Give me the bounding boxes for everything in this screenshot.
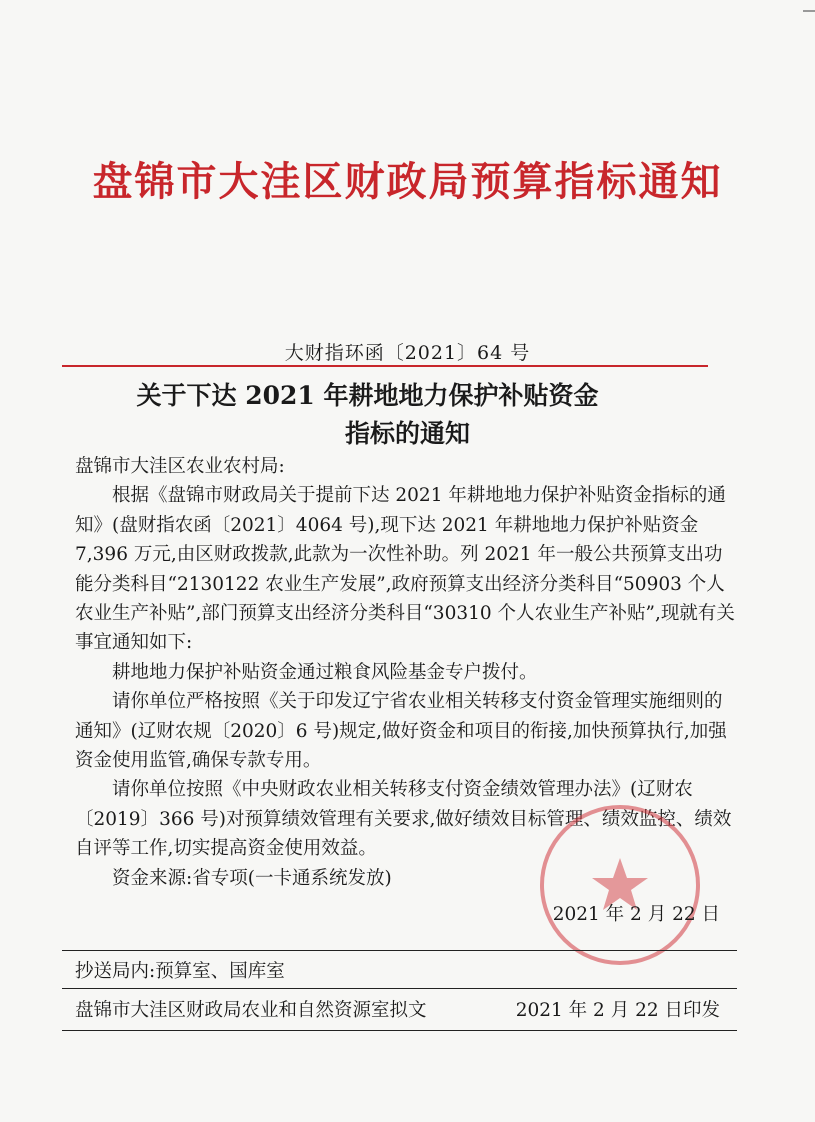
main-title-line-2: 指标的通知 (344, 419, 470, 448)
paragraph-3: 请你单位严格按照《关于印发辽宁省农业相关转移支付资金管理实施细则的通知》(辽财农规〔2020〕6 号)规定,做好资金和项目的衔接,加快预算执行,加强资金使用监管,确保专款专用。 (75, 691, 727, 772)
footer-rule-middle (62, 988, 737, 989)
footer-rule-bottom (62, 1030, 737, 1031)
footer-rule-top (62, 950, 737, 951)
red-header-title: 盘锦市大洼区财政局预算指标通知 (92, 158, 723, 205)
salutation: 盘锦市大洼区农业农村局: (75, 456, 285, 477)
paragraph-5: 资金来源:省专项(一卡通系统发放) (112, 867, 392, 889)
issue-date: 2021 年 2 月 22 日 (552, 904, 720, 925)
paragraph-2: 耕地地力保护补贴资金通过粮食风险基金专户拨付。 (112, 661, 538, 683)
paragraph-1: 根据《盘锦市财政局关于提前下达 2021 年耕地地力保护补贴资金指标的通知》(盘财指农函〔2021〕4064 号),现下达 2021 年耕地地力保护补贴资金 7,396 万元,由区财政拨款,此款为一次性补助。列 2021 年一般公共预算支出功能分类科目“2130122 农业生产发展”,政府预算支出经济分类科目“50903 个人农业生产补贴”,部门预算支出经济分类科目“30310 个人农业生产补贴”,现就有关事宜通知如下: (75, 485, 735, 654)
paragraph-4: 请你单位按照《中央财政农业相关转移支付资金绩效管理办法》(辽财农〔2019〕366 号)对预算绩效管理有关要求,做好绩效目标管理、绩效监控、绩效自评等工作,切实提高资金使用效益。 (75, 779, 732, 860)
scan-corner-mark (803, 10, 815, 12)
red-divider-line (62, 365, 708, 367)
issuer-line: 盘锦市大洼区财政局农业和自然资源室拟文 (75, 1000, 427, 1021)
document-number: 大财指环函〔2021〕64 号 (284, 342, 531, 364)
cc-line: 抄送局内:预算室、国库室 (75, 961, 285, 982)
main-title-line-1: 关于下达 2021 年耕地地力保护补贴资金 (136, 381, 599, 410)
official-seal-icon (535, 800, 705, 970)
print-date: 2021 年 2 月 22 日印发 (515, 1000, 720, 1021)
